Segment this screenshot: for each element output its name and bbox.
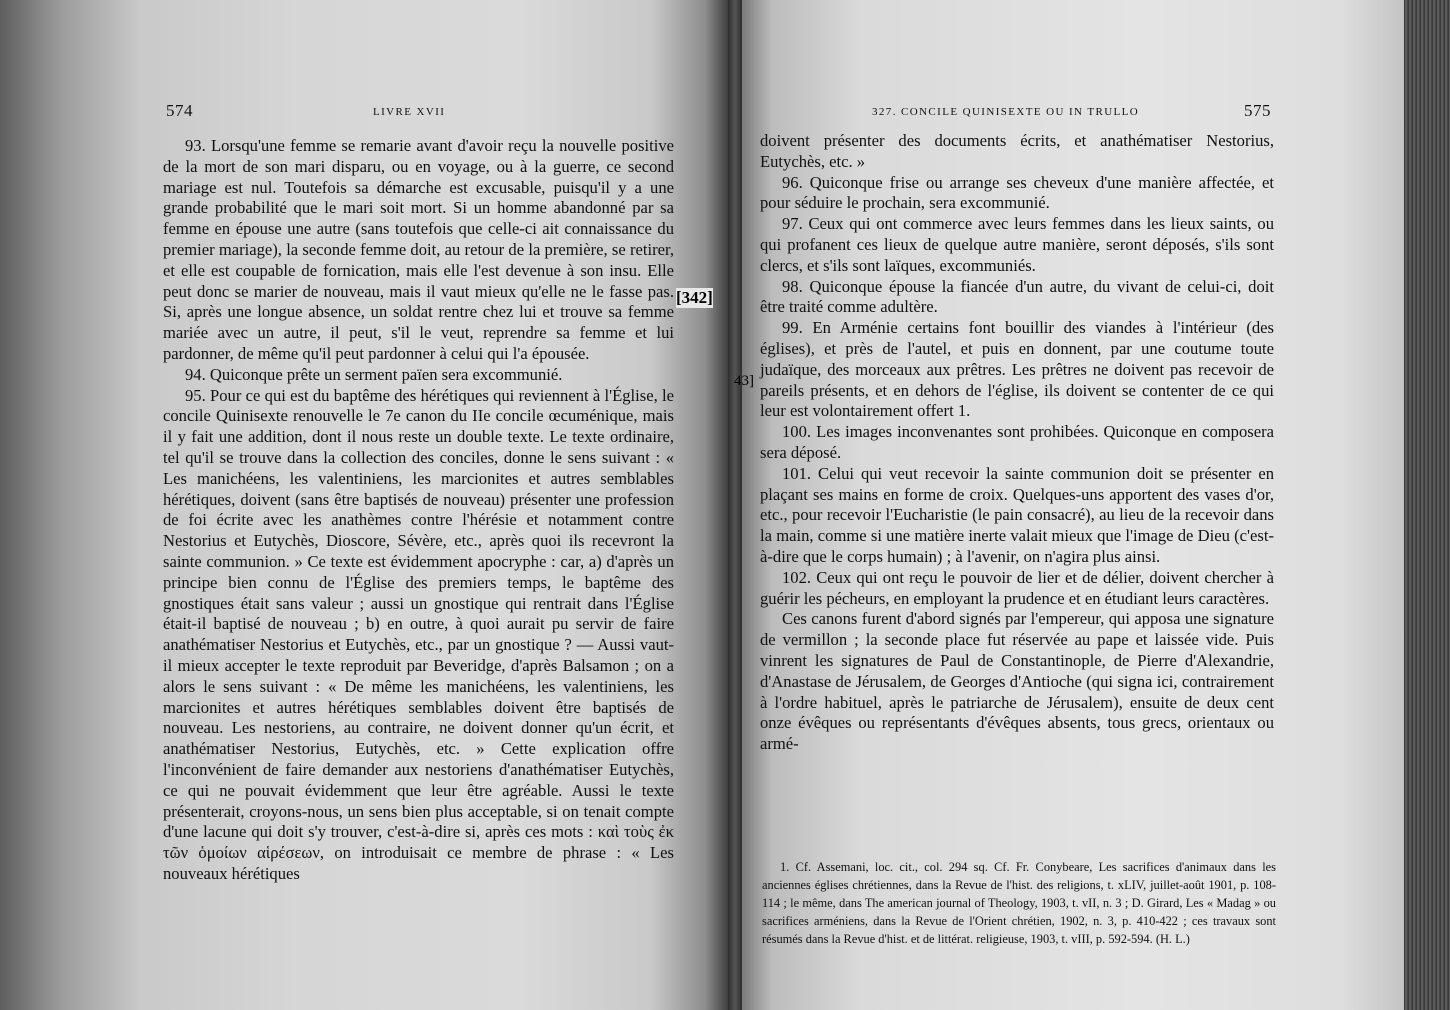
paragraph-continuation: doivent présenter des documents écrits, et anathématiser Nestorius, Eutychès, etc. »: [760, 131, 1274, 171]
paragraph-102: 102. Ceux qui ont reçu le pouvoir de lier et de délier, doivent chercher à guérir les pécheurs, en employant la prudence et en étudiant leurs caractères.: [760, 567, 1274, 608]
running-title-right: 327. CONCILE QUINISEXTE OU IN TRULLO: [872, 106, 1140, 118]
right-text-block: [760, 131, 1274, 755]
margin-marker-342: [342]: [676, 288, 713, 307]
page-number-left: 574: [166, 101, 193, 120]
footnotes: [762, 858, 1276, 948]
paragraph-94: 94. Quiconque prête un serment païen sera excommunié.: [185, 364, 563, 384]
footnote-1: 1. Cf. Assemani, loc. cit., col. 294 sq. Cf. Fr. Conybeare, Les sacrifices d'animaux dans les anciennes églises chrétiennes, dans la Revue de l'hist. des religions, t. xLIV, juillet-août 1901, p. 108-114 ; le même, dans The american journal of Theology, 1903, t. vII, n. 3 ; D. Girard, Les « Madag » ou sacrifices arméniens, dans la Revue de l'Orient chrétien, 1902, n. 3, p. 410-422 ; ces travaux sont résumés dans la Revue d'hist. et de littérat. religieuse, 1903, t. vIII, p. 592-594. (H. L.): [762, 860, 1276, 947]
paragraph-97: 97. Ceux qui ont commerce avec leurs femmes dans les lieux saints, ou qui profanent ces lieux de quelque autre manière, seront déposés, s'ils sont clercs, et s'ils sont laïques, excommuniés.: [760, 214, 1274, 275]
paragraph-95: 95. Pour ce qui est du baptême des hérétiques qui reviennent à l'Église, le concile Quinisexte renouvelle le 7e canon du IIe concile œcuménique, mais il y fait une addition, dont il nous reste un double texte. Le texte ordinaire, tel qu'il se trouve dans la collection des conciles, donne le sens suivant : « Les manichéens, les valentiniens, les marcionites et autres semblables hérétiques, doivent (sans être baptisés de nouveau) présenter une profession de foi écrite avec les anathèmes contre l'hérésie et notamment contre Nestorius et Eutychès, Dioscore, Sévère, etc., après quoi ils recevront la sainte communion. » Ce texte est évidemment apocryphe : car, a) d'après un principe bien connu de l'Église des premiers temps, le baptême des gnostiques était sans valeur ; aussi un gnostique qui rentrait dans l'Église était-il baptisé de nouveau ; b) en outre, à quoi aurait pu servir de faire anathématiser Nestorius et Eutychès, etc., par un gnostique ? — Aussi vaut-il mieux accepter le texte reproduit par Beveridge, d'après Balsamon ; on a alors le sens suivant : « De même les manichéens, les valentiniens, les marcionites et autres hérétiques semblables doivent être baptisés de nouveau. Les nestoriens, au contraire, ne doivent donner qu'un écrit, et anathématiser Nestorius, Eutychès, etc. » Cette explication offre l'inconvénient de faire demander aux nestoriens d'anathématiser Eutychès, ce qui ne pouvait évidemment que leur être agréable. Aussi le texte présenterait, croyons-nous, un sens bien plus acceptable, si on tenait compte d'une lacune qui doit s'y trouver, c'est-à-dire si, après ces mots : καὶ τοὺς ἐκ τῶν ὁμοίων αἱρέσεων, on introduisait ce membre de phrase : « Les nouveaux hérétiques: [163, 385, 674, 883]
margin-marker-343: 43]: [734, 373, 754, 389]
page-edges: [1404, 0, 1450, 1010]
paragraph-99: 99. En Arménie certains font bouillir des viandes à l'intérieur (des églises), et près de l'autel, et puis en donnent, par une coutume toute judaïque, des morceaux aux prêtres. Les prêtres ne doivent pas recevoir de pareils présents, et en dehors de l'église, ils doivent se contenter de ce qui leur est volontairement offert 1.: [760, 318, 1274, 421]
paragraph-101: 101. Celui qui veut recevoir la sainte communion doit se présenter en plaçant ses mains en forme de croix. Quelques-uns apportent des vases d'or, etc., pour recevoir l'Eucharistie (le pain consacré), au lieu de la recevoir dans la main, comme si une matière inerte valait mieux que l'image de Dieu (c'est-à-dire que le corps humain) ; à l'avenir, on n'agira plus ainsi.: [760, 463, 1274, 566]
paragraph-96: 96. Quiconque frise ou arrange ses cheveux d'une manière affectée, et pour séduire le prochain, sera excommunié.: [760, 172, 1274, 213]
paragraph-100: 100. Les images inconvenantes sont prohibées. Quiconque en composera sera déposé.: [760, 422, 1274, 462]
left-text-block: [163, 136, 674, 885]
page-number-right: 575: [1244, 101, 1271, 120]
paragraph-signatures: Ces canons furent d'abord signés par l'empereur, qui apposa une signature de vermillon ; la seconde place fut réservée au pape et laissée vide. Puis vinrent les signatures de Paul de Constantinople, de Pierre d'Alexandrie, d'Anastase de Jérusalem, de Georges d'Antioche (qui signa ici, contrairement à l'ordre habituel, après le patriarche de Jérusalem), ensuite de deux cent onze évêques ou représentants d'évêques absents, tous grecs, orientaux ou armé-: [760, 609, 1274, 754]
running-title-left: LIVRE XVII: [373, 106, 446, 118]
paragraph-98: 98. Quiconque épouse la fiancée d'un autre, du vivant de celui-ci, doit être traité comme adultère.: [760, 276, 1274, 317]
paragraph-93: 93. Lorsqu'une femme se remarie avant d'avoir reçu la nouvelle positive de la mort de son mari disparu, ou en voyage, ou à la guerre, ce second mariage est nul. Toutefois sa démarche est excusable, puisqu'il y a une grande probabilité que le mari soit mort. Si un homme abandonné par sa femme en épouse une autre (sans toutefois que celle-ci ait connaissance du premier mariage), la seconde femme doit, au retour de la première, se retirer, et elle est coupable de fornication, mais elle l'est devenue à son insu. Elle peut donc se marier de nouveau, mais il vaut mieux qu'elle ne le fasse pas. Si, après une longue absence, un soldat rentre chez lui et trouve sa femme mariée avec un autre, il peut, s'il le veut, reprendre sa femme et lui pardonner, de même qu'il peut pardonner à celui qui l'a épousée.: [163, 136, 674, 363]
book-gutter: [728, 0, 742, 1010]
